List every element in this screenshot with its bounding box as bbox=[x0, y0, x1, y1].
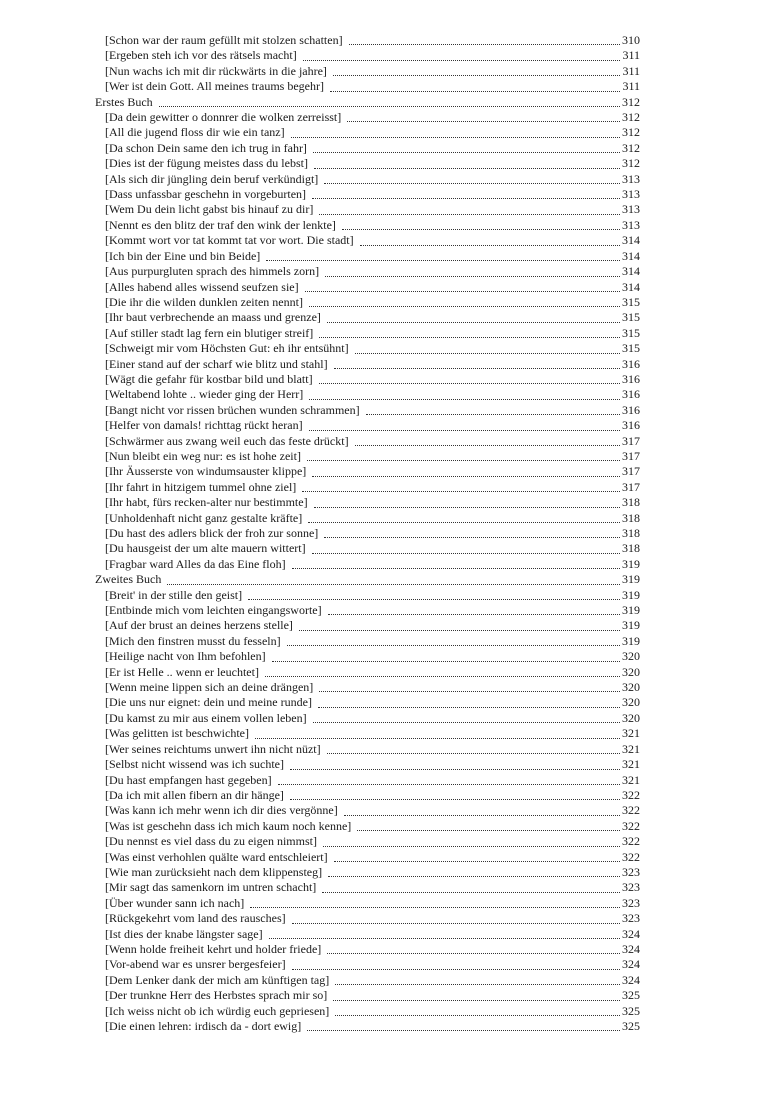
dot-leader bbox=[287, 645, 620, 646]
toc-entry-title: [Schweigt mir vom Höchsten Gut: eh ihr entsühnt] bbox=[105, 341, 349, 356]
dot-leader bbox=[292, 923, 620, 924]
toc-entry[interactable] bbox=[95, 927, 640, 942]
toc-page-number: 321 bbox=[622, 726, 640, 741]
toc-page-number: 314 bbox=[622, 233, 640, 248]
toc-page-number: 312 bbox=[622, 110, 640, 125]
toc-entry-title: [Ihr baut verbrechende an maass und grenze] bbox=[105, 310, 321, 325]
toc-page-number: 320 bbox=[622, 649, 640, 664]
toc-entry-title: [Du hast des adlers blick der froh zur sonne] bbox=[105, 526, 319, 540]
toc-entry[interactable] bbox=[95, 850, 640, 865]
toc-page-number: 322 bbox=[622, 849, 640, 864]
dot-leader bbox=[266, 260, 620, 261]
toc-entry[interactable] bbox=[95, 79, 640, 94]
dot-leader bbox=[327, 953, 620, 954]
dot-leader bbox=[290, 799, 620, 800]
toc-entry-title: [Weltabend lohte .. wieder ging der Herr] bbox=[105, 387, 304, 402]
toc-page-number: 316 bbox=[622, 387, 640, 402]
toc-entry[interactable] bbox=[95, 249, 640, 264]
toc-entry-title: [Was einst verhohlen quälte ward entschleiert] bbox=[105, 849, 328, 864]
dot-leader bbox=[333, 1000, 620, 1001]
dot-leader bbox=[366, 414, 620, 415]
dot-leader bbox=[302, 491, 620, 492]
toc-page-number: 322 bbox=[622, 834, 640, 849]
toc-entry-title: [Da schon Dein same den ich trug in fahr] bbox=[105, 140, 307, 155]
toc-page-number: 316 bbox=[622, 371, 640, 386]
toc-page-number: 323 bbox=[622, 911, 640, 926]
toc-entry[interactable] bbox=[95, 187, 640, 202]
toc-entry-title: [Wem Du dein licht gabst bis hinauf zu dir] bbox=[105, 202, 314, 217]
toc-entry[interactable] bbox=[95, 803, 640, 818]
toc-entry[interactable] bbox=[95, 819, 640, 834]
toc-entry[interactable] bbox=[95, 541, 640, 556]
toc-page-number: 316 bbox=[622, 356, 640, 371]
toc-entry[interactable] bbox=[95, 865, 640, 880]
dot-leader bbox=[330, 91, 620, 92]
toc-page-number: 323 bbox=[622, 880, 640, 895]
toc-entry[interactable] bbox=[95, 403, 640, 418]
toc-page-number: 312 bbox=[622, 156, 640, 171]
toc-page-number: 321 bbox=[622, 741, 640, 756]
toc-section-heading[interactable] bbox=[95, 95, 640, 110]
dot-leader bbox=[334, 368, 620, 369]
dot-leader bbox=[272, 661, 620, 662]
toc-entry-title: [Wenn holde freiheit kehrt und holder friede] bbox=[105, 941, 322, 956]
toc-entry-title: [Wägt die gefahr für kostbar bild und blatt] bbox=[105, 371, 313, 386]
toc-entry-title: [Selbst nicht wissend was ich suchte] bbox=[105, 757, 284, 772]
toc-page-number: 317 bbox=[622, 448, 640, 463]
dot-leader bbox=[342, 229, 620, 230]
toc-entry-title: [Unholdenhaft nicht ganz gestalte kräfte] bbox=[105, 510, 303, 525]
toc-entry[interactable] bbox=[95, 1004, 640, 1019]
toc-page-number: 323 bbox=[622, 864, 640, 879]
toc-entry-title: [Du kamst zu mir aus einem vollen leben] bbox=[105, 710, 307, 725]
toc-entry-title: [Da ich mit allen fibern an dir hänge] bbox=[105, 787, 284, 802]
table-of-contents bbox=[95, 33, 640, 1034]
dot-leader bbox=[290, 769, 620, 770]
toc-entry-title: [Die einen lehren: irdisch da - dort ewig] bbox=[105, 1019, 302, 1033]
toc-page-number: 315 bbox=[622, 294, 640, 309]
toc-entry[interactable] bbox=[95, 526, 640, 541]
toc-entry-title: [Kommt wort vor tat kommt tat vor wort. Die stadt] bbox=[105, 233, 354, 248]
toc-entry-title: [Nun wachs ich mit dir rückwärts in die jahre] bbox=[105, 63, 327, 78]
dot-leader bbox=[265, 676, 620, 677]
toc-entry[interactable] bbox=[95, 264, 640, 279]
dot-leader bbox=[308, 522, 620, 523]
toc-entry[interactable] bbox=[95, 295, 640, 310]
dot-leader bbox=[292, 568, 620, 569]
toc-page-number: 315 bbox=[622, 341, 640, 356]
toc-entry[interactable] bbox=[95, 64, 640, 79]
toc-page-number: 319 bbox=[622, 633, 640, 648]
toc-entry[interactable] bbox=[95, 649, 640, 664]
dot-leader bbox=[319, 214, 620, 215]
toc-page-number: 314 bbox=[622, 264, 640, 279]
dot-leader bbox=[292, 969, 620, 970]
toc-entry[interactable] bbox=[95, 218, 640, 233]
toc-entry[interactable] bbox=[95, 988, 640, 1003]
toc-page-number: 319 bbox=[622, 556, 640, 571]
toc-entry[interactable] bbox=[95, 726, 640, 741]
toc-entry-title: [Dass unfassbar geschehn in vorgeburten] bbox=[105, 187, 307, 202]
dot-leader bbox=[312, 476, 620, 477]
toc-page-number: 313 bbox=[622, 187, 640, 202]
dot-leader bbox=[319, 383, 620, 384]
toc-page-number: 311 bbox=[622, 48, 640, 63]
dot-leader bbox=[307, 1030, 620, 1031]
toc-page-number: 316 bbox=[622, 418, 640, 433]
toc-page-number: 324 bbox=[622, 957, 640, 972]
dot-leader bbox=[255, 738, 620, 739]
toc-entry[interactable] bbox=[95, 742, 640, 757]
toc-page-number: 320 bbox=[622, 710, 640, 725]
toc-page-number: 317 bbox=[622, 433, 640, 448]
toc-page-number: 313 bbox=[622, 202, 640, 217]
toc-entry-title: [Schwärmer aus zwang weil euch das feste drückt] bbox=[105, 433, 349, 448]
toc-page-number: 325 bbox=[622, 988, 640, 1003]
dot-leader bbox=[319, 337, 620, 338]
toc-page-number: 315 bbox=[622, 325, 640, 340]
toc-page-number: 324 bbox=[622, 941, 640, 956]
toc-entry-title: [Ich bin der Eine und bin Beide] bbox=[105, 248, 261, 263]
toc-entry-title: [Der trunkne Herr des Herbstes sprach mir so] bbox=[105, 988, 328, 1003]
toc-entry-title: [Ihr habt, fürs recken-alter nur bestimmte] bbox=[105, 495, 308, 510]
dot-leader bbox=[355, 353, 620, 354]
toc-page-number: 312 bbox=[622, 125, 640, 140]
dot-leader bbox=[322, 892, 620, 893]
toc-page-number: 313 bbox=[622, 217, 640, 232]
toc-entry[interactable] bbox=[95, 896, 640, 911]
toc-page-number: 319 bbox=[622, 603, 640, 618]
toc-entry[interactable] bbox=[95, 280, 640, 295]
dot-leader bbox=[299, 630, 620, 631]
toc-page-number: 318 bbox=[622, 526, 640, 540]
dot-leader bbox=[324, 183, 620, 184]
toc-page-number: 315 bbox=[622, 310, 640, 325]
dot-leader bbox=[357, 830, 620, 831]
toc-entry-title: [Ihr Äusserste von windumsauster klippe] bbox=[105, 464, 307, 479]
toc-page-number: 318 bbox=[622, 495, 640, 510]
toc-page-number: 312 bbox=[622, 94, 640, 109]
toc-entry[interactable] bbox=[95, 33, 640, 48]
dot-leader bbox=[327, 322, 620, 323]
toc-entry[interactable] bbox=[95, 557, 640, 572]
toc-section-heading[interactable] bbox=[95, 572, 640, 587]
dot-leader bbox=[328, 614, 620, 615]
toc-entry[interactable] bbox=[95, 434, 640, 449]
toc-entry[interactable] bbox=[95, 372, 640, 387]
toc-entry[interactable] bbox=[95, 973, 640, 988]
toc-entry-title: [Helfer von damals! richttag rückt heran] bbox=[105, 418, 303, 433]
toc-entry[interactable] bbox=[95, 911, 640, 926]
dot-leader bbox=[323, 846, 620, 847]
dot-leader bbox=[159, 106, 620, 107]
dot-leader bbox=[309, 430, 620, 431]
toc-entry-title: [Als sich dir jüngling dein beruf verkündigt] bbox=[105, 171, 319, 186]
toc-page-number: 310 bbox=[622, 33, 640, 47]
toc-entry[interactable] bbox=[95, 233, 640, 248]
dot-leader bbox=[303, 60, 621, 61]
dot-leader bbox=[269, 938, 620, 939]
toc-entry-title: [Die uns nur eignet: dein und meine runde] bbox=[105, 695, 312, 710]
toc-entry[interactable] bbox=[95, 603, 640, 618]
dot-leader bbox=[309, 399, 620, 400]
toc-entry-title: [Mir sagt das samenkorn im untren schacht] bbox=[105, 880, 317, 895]
toc-entry[interactable] bbox=[95, 141, 640, 156]
toc-entry[interactable] bbox=[95, 634, 640, 649]
toc-entry-title: [Was ist geschehn dass ich mich kaum noch kenne] bbox=[105, 818, 352, 833]
toc-page-number: 320 bbox=[622, 664, 640, 679]
toc-entry-title: [Bangt nicht vor rissen brüchen wunden schrammen] bbox=[105, 402, 360, 417]
toc-page-number: 322 bbox=[622, 803, 640, 818]
toc-entry-title: [Dem Lenker dank der mich am künftigen tag] bbox=[105, 972, 330, 987]
toc-entry-title: [Die ihr die wilden dunklen zeiten nennt] bbox=[105, 294, 303, 309]
toc-entry-title: [Alles habend alles wissend seufzen sie] bbox=[105, 279, 299, 294]
toc-page-number: 325 bbox=[622, 1003, 640, 1018]
toc-entry-title: [All die jugend floss dir wie ein tanz] bbox=[105, 125, 285, 140]
dot-leader bbox=[327, 753, 620, 754]
dot-leader bbox=[347, 121, 620, 122]
toc-entry[interactable] bbox=[95, 588, 640, 603]
toc-entry-title: [Wer seines reichtums unwert ihn nicht nüzt] bbox=[105, 741, 321, 756]
toc-entry[interactable] bbox=[95, 942, 640, 957]
dot-leader bbox=[313, 152, 620, 153]
dot-leader bbox=[318, 707, 620, 708]
toc-page-number: 317 bbox=[622, 479, 640, 494]
toc-entry-title: [Schon war der raum gefüllt mit stolzen schatten] bbox=[105, 33, 343, 47]
toc-entry-title: [Wie man zurücksieht nach dem klippensteg] bbox=[105, 864, 323, 879]
toc-entry-title: [Über wunder sann ich nach] bbox=[105, 895, 245, 910]
dot-leader bbox=[312, 553, 620, 554]
toc-page-number: 313 bbox=[622, 171, 640, 186]
dot-leader bbox=[250, 907, 620, 908]
toc-entry-title: [Vor-abend war es unsrer bergesfeier] bbox=[105, 957, 286, 972]
dot-leader bbox=[309, 306, 620, 307]
dot-leader bbox=[305, 291, 620, 292]
toc-entry[interactable] bbox=[95, 310, 640, 325]
toc-entry[interactable] bbox=[95, 711, 640, 726]
toc-entry-title: [Einer stand auf der scharf wie blitz und stahl] bbox=[105, 356, 328, 371]
toc-entry-title: [Auf stiller stadt lag fern ein blutiger streif] bbox=[105, 325, 314, 340]
toc-entry[interactable] bbox=[95, 341, 640, 356]
dot-leader bbox=[325, 276, 620, 277]
toc-entry[interactable] bbox=[95, 773, 640, 788]
toc-entry[interactable] bbox=[95, 511, 640, 526]
toc-page-number: 319 bbox=[622, 572, 640, 587]
dot-leader bbox=[355, 445, 620, 446]
toc-entry[interactable] bbox=[95, 326, 640, 341]
toc-entry[interactable] bbox=[95, 880, 640, 895]
toc-entry-title: [Fragbar ward Alles da das Eine floh] bbox=[105, 556, 286, 571]
dot-leader bbox=[314, 507, 620, 508]
toc-entry[interactable] bbox=[95, 834, 640, 849]
toc-entry[interactable] bbox=[95, 957, 640, 972]
toc-entry-title: [Dies ist der fügung meistes dass du lebst] bbox=[105, 156, 308, 171]
toc-page-number: 324 bbox=[622, 926, 640, 941]
dot-leader bbox=[307, 460, 620, 461]
toc-page-number: 317 bbox=[622, 464, 640, 479]
dot-leader bbox=[319, 691, 620, 692]
toc-entry[interactable] bbox=[95, 449, 640, 464]
dot-leader bbox=[360, 245, 620, 246]
toc-entry-title: [Mich den finstren musst du fesseln] bbox=[105, 633, 281, 648]
toc-entry[interactable] bbox=[95, 618, 640, 633]
dot-leader bbox=[349, 44, 620, 45]
dot-leader bbox=[333, 75, 621, 76]
toc-entry-title: [Nennt es den blitz der traf den wink der lenkte] bbox=[105, 217, 336, 232]
toc-entry-title: [Er ist Helle .. wenn er leuchtet] bbox=[105, 664, 259, 679]
toc-page-number: 311 bbox=[622, 79, 640, 94]
dot-leader bbox=[335, 984, 620, 985]
dot-leader bbox=[335, 1015, 620, 1016]
toc-entry[interactable] bbox=[95, 48, 640, 63]
toc-entry-title: [Was kann ich mehr wenn ich dir dies vergönne] bbox=[105, 803, 338, 818]
toc-entry[interactable] bbox=[95, 495, 640, 510]
toc-entry[interactable] bbox=[95, 680, 640, 695]
dot-leader bbox=[278, 784, 620, 785]
dot-leader bbox=[328, 876, 620, 877]
toc-entry-title: Zweites Buch bbox=[95, 572, 162, 587]
toc-entry-title: [Entbinde mich vom leichten eingangsworte] bbox=[105, 603, 322, 618]
toc-entry-title: [Du hausgeist der um alte mauern wittert] bbox=[105, 541, 306, 556]
toc-entry-title: [Du hast empfangen hast gegeben] bbox=[105, 772, 272, 787]
toc-entry-title: [Was gelitten ist beschwichte] bbox=[105, 726, 249, 741]
toc-page-number: 312 bbox=[622, 140, 640, 155]
dot-leader bbox=[312, 198, 620, 199]
toc-entry-title: [Wenn meine lippen sich an deine drängen] bbox=[105, 680, 314, 695]
toc-page-number: 320 bbox=[622, 695, 640, 710]
toc-entry-title: [Rückgekehrt vom land des rausches] bbox=[105, 911, 286, 926]
toc-page-number: 324 bbox=[622, 972, 640, 987]
toc-page-number: 320 bbox=[622, 680, 640, 695]
toc-entry-title: [Aus purpurgluten sprach des himmels zorn] bbox=[105, 264, 320, 279]
toc-entry-title: [Ist dies der knabe längster sage] bbox=[105, 926, 263, 941]
dot-leader bbox=[314, 168, 620, 169]
toc-entry-title: [Ihr fahrt in hitzigem tummel ohne ziel] bbox=[105, 479, 297, 494]
toc-page-number: 323 bbox=[622, 895, 640, 910]
toc-entry[interactable] bbox=[95, 172, 640, 187]
toc-entry[interactable] bbox=[95, 464, 640, 479]
toc-page-number: 319 bbox=[622, 587, 640, 602]
toc-entry-title: [Wer ist dein Gott. All meines traums begehr] bbox=[105, 79, 324, 94]
dot-leader bbox=[313, 722, 620, 723]
toc-entry[interactable] bbox=[95, 480, 640, 495]
toc-entry-title: [Breit' in der stille den geist] bbox=[105, 587, 243, 602]
toc-entry[interactable] bbox=[95, 125, 640, 140]
toc-page-number: 318 bbox=[622, 510, 640, 525]
toc-page-number: 322 bbox=[622, 787, 640, 802]
toc-entry-title: [Auf der brust an deines herzens stelle] bbox=[105, 618, 293, 633]
toc-page-number: 314 bbox=[622, 279, 640, 294]
dot-leader bbox=[344, 815, 620, 816]
toc-entry-title: [Ergeben steh ich vor des rätsels macht] bbox=[105, 48, 297, 63]
dot-leader bbox=[334, 861, 620, 862]
toc-page-number: 316 bbox=[622, 402, 640, 417]
toc-page-number: 322 bbox=[622, 818, 640, 833]
toc-entry-title: Erstes Buch bbox=[95, 94, 153, 109]
toc-page-number: 319 bbox=[622, 618, 640, 633]
dot-leader bbox=[248, 599, 620, 600]
toc-entry-title: [Heilige nacht von Ihm befohlen] bbox=[105, 649, 266, 664]
toc-page-number: 321 bbox=[622, 772, 640, 787]
dot-leader bbox=[167, 584, 620, 585]
toc-entry[interactable] bbox=[95, 110, 640, 125]
toc-entry[interactable] bbox=[95, 695, 640, 710]
toc-entry[interactable] bbox=[95, 387, 640, 402]
toc-entry[interactable] bbox=[95, 1019, 640, 1034]
toc-entry[interactable] bbox=[95, 665, 640, 680]
toc-entry-title: [Ich weiss nicht ob ich würdig euch gepriesen] bbox=[105, 1003, 330, 1018]
toc-page-number: 321 bbox=[622, 757, 640, 772]
toc-entry-title: [Du nennst es viel dass du zu eigen nimmst] bbox=[105, 834, 317, 849]
toc-entry-title: [Nun bleibt ein weg nur: es ist hohe zeit] bbox=[105, 448, 301, 463]
toc-page-number: 311 bbox=[622, 63, 640, 78]
toc-entry[interactable] bbox=[95, 757, 640, 772]
dot-leader bbox=[291, 137, 620, 138]
toc-page-number: 314 bbox=[622, 248, 640, 263]
toc-page-number: 318 bbox=[622, 541, 640, 556]
toc-page-number: 325 bbox=[622, 1019, 640, 1033]
dot-leader bbox=[324, 537, 620, 538]
toc-entry[interactable] bbox=[95, 418, 640, 433]
toc-entry[interactable] bbox=[95, 156, 640, 171]
toc-entry[interactable] bbox=[95, 202, 640, 217]
toc-entry[interactable] bbox=[95, 788, 640, 803]
toc-entry[interactable] bbox=[95, 357, 640, 372]
toc-entry-title: [Da dein gewitter o donnrer die wolken zerreisst] bbox=[105, 110, 342, 125]
